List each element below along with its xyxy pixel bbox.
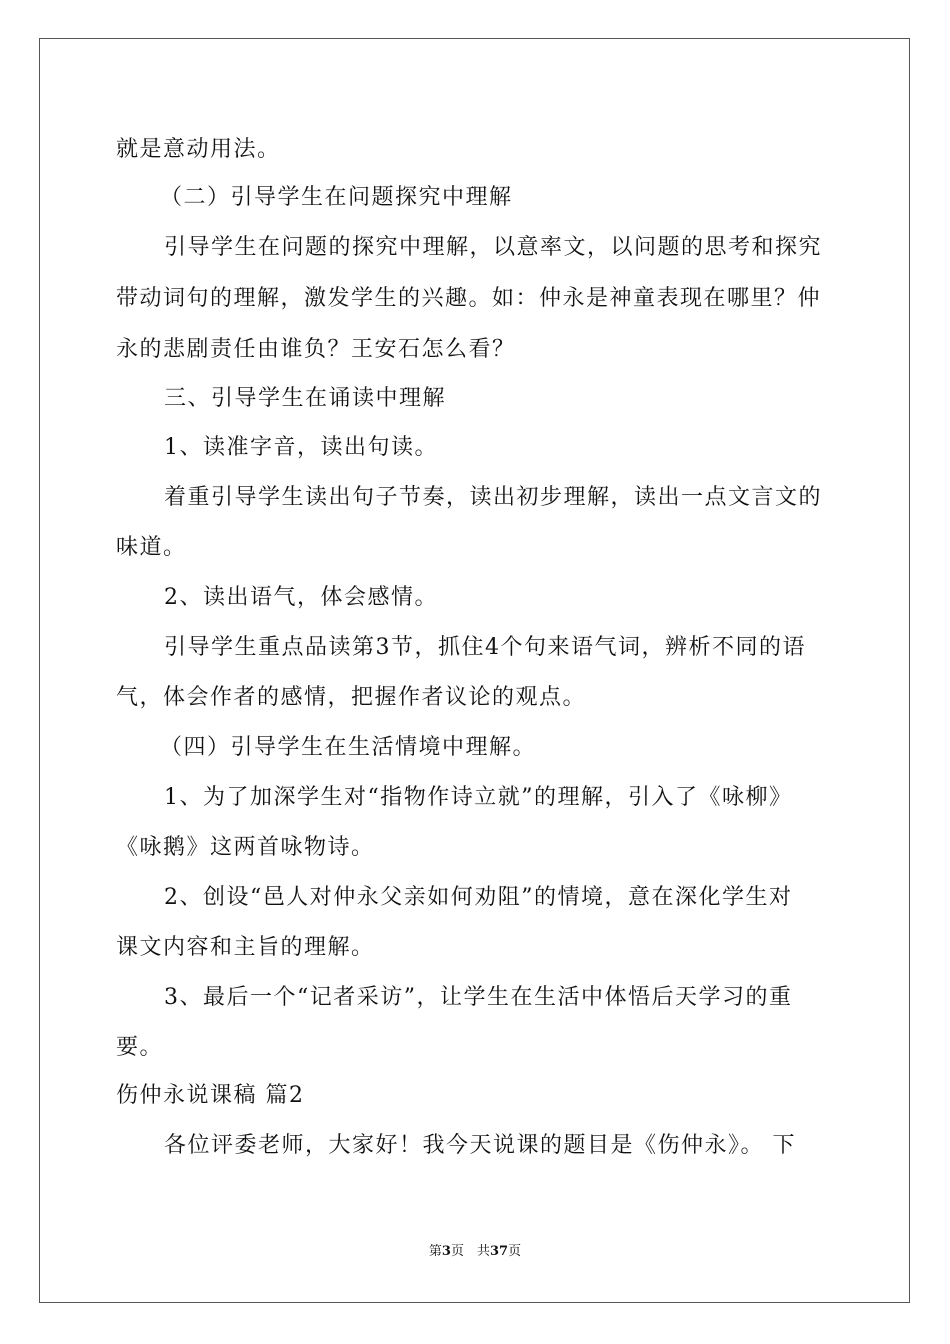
paragraph-line: 《咏鹅》这两首咏物诗。 — [116, 835, 375, 860]
page-suffix: 页 — [508, 1244, 522, 1259]
list-item: 1、读准字音，读出句读。 — [164, 435, 438, 460]
list-item: 2、创设“邑人对仲永父亲如何劝阻”的情境，意在深化学生对 — [164, 885, 793, 910]
paragraph-line: 就是意动用法。 — [116, 137, 281, 162]
page-footer — [0, 1243, 950, 1261]
paragraph-line: 味道。 — [116, 535, 187, 560]
paragraph-line: 引导学生重点品读第3节，抓住4个句来语气词，辨析不同的语 — [164, 635, 806, 660]
page-prefix: 第 — [428, 1244, 442, 1259]
paragraph-line: 永的悲剧责任由谁负？王安石怎么看？ — [116, 337, 516, 362]
paragraph-line: 引导学生在问题的探究中理解，以意率文，以问题的思考和探究 — [164, 235, 823, 260]
page-border — [39, 38, 910, 1303]
paragraph-line: 各位评委老师，大家好！我今天说课的题目是《伤仲永》。 下 — [164, 1133, 796, 1158]
paragraph-line: 要。 — [116, 1035, 164, 1060]
section-heading: （四）引导学生在生活情境中理解。 — [160, 735, 537, 760]
article-title: 伤仲永说课稿 篇2 — [116, 1083, 305, 1108]
page-current: 3 — [441, 1244, 451, 1259]
section-heading: 三、引导学生在诵读中理解 — [164, 386, 447, 411]
list-item: 1、为了加深学生对“指物作诗立就”的理解，引入了《咏柳》 — [164, 785, 793, 810]
paragraph-line: 课文内容和主旨的理解。 — [116, 935, 375, 960]
paragraph-line: 着重引导学生读出句子节奏，读出初步理解，读出一点文言文的 — [164, 485, 823, 510]
list-item: 2、读出语气，体会感情。 — [164, 585, 438, 610]
page-total: 37 — [489, 1244, 509, 1259]
page-mid: 页 共 — [450, 1244, 490, 1259]
section-heading: （二）引导学生在问题探究中理解 — [160, 185, 513, 210]
list-item: 3、最后一个“记者采访”，让学生在生活中体悟后天学习的重 — [164, 985, 793, 1010]
paragraph-line: 气，体会作者的感情，把握作者议论的观点。 — [116, 685, 587, 710]
paragraph-line: 带动词句的理解，激发学生的兴趣。如：仲永是神童表现在哪里？仲 — [116, 286, 822, 311]
